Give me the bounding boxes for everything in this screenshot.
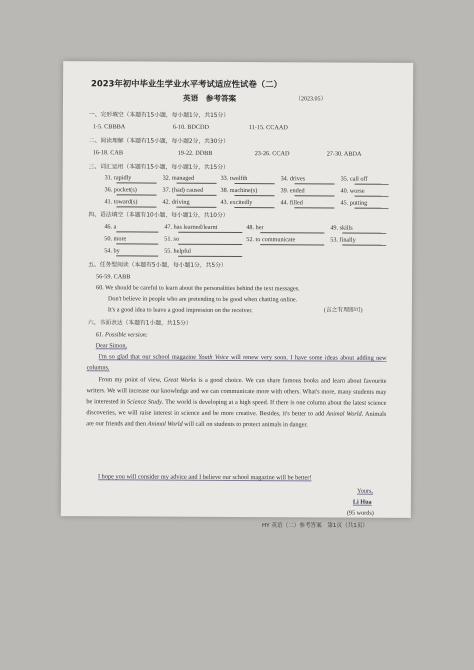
section3-answer: 37. (had) caused [162,186,204,194]
answer-underline [116,194,156,195]
section3-answer: 32. managed [162,174,195,182]
section1-heading: 一、完形填空（本题有15小题，每小题1分，共15分） [88,112,230,119]
section4-answer: 47. has learned/learnt [164,223,218,231]
section4-heading: 四、语法填空（本题有10小题，每小题1分，共10分） [88,212,229,219]
section5-heading: 五、任务型阅读（本题有5小题，每小题1分，共5分） [88,262,227,269]
answer-sheet [61,61,413,518]
column-name: Science Study [126,398,162,406]
answer-underline [354,208,388,209]
section5-answer: 56-59. CABB [96,273,131,281]
essay-text: is a good choice. We can share famous books and learn about favourite writers. We will increase our knowledge and we can communicate more with others. What's more, many students may be interested in [86,376,387,406]
answer-underline [178,256,242,257]
section4-answer: 51. so [164,235,180,243]
magazine-name: Youth Voice [198,353,229,361]
section4-answer: 49. skills [330,224,353,232]
answer-underline [116,255,158,256]
answer-underline [295,183,335,184]
section4-answer: 54. by [104,247,120,255]
answer-underline [342,245,386,246]
section2-answer: 19-22. DDBB [177,149,213,157]
answer-underline [178,232,242,233]
section3-heading: 三、词汇运用（本题有15小题，每小题1分，共15分） [88,164,229,171]
answer-underline [176,207,216,208]
section3-answer: 45. putting [340,199,368,207]
answer-underline [116,206,156,207]
answer-underline [117,182,157,183]
answer-underline [178,244,242,245]
section2-heading: 二、阅读理解（本题有15小题，每小题2分，共30分） [88,138,229,145]
answer-underline [354,196,388,197]
section3-answer: 38. machine(s) [220,186,258,195]
page-title: 2023年初中毕业生学业水平考试适应性试卷（二） [91,78,282,90]
section3-answer: 43. excitedly [220,198,253,207]
page-footer: HY 英语（二）参考答案 第1页（共1页） [262,523,369,529]
column-name: Animal World [326,410,362,418]
grading-note: (言之有理即可) [323,307,363,314]
essay-text: will call on students to protect animals in danger. [182,420,308,428]
answer-underline [294,195,334,196]
section4-answer: 48. her [246,224,264,232]
answer-underline [260,244,324,245]
section5-answer-line: Don't believe in people who are pretending to be good when chatting online. [107,295,298,304]
section3-answer: 40. worse [340,187,365,195]
page-subtitle: 英语 参考答案 [182,93,237,103]
section3-answer: 35. call off [340,175,368,183]
essay-paragraph-1 [87,352,387,375]
section4-answer: 46. a [104,223,117,231]
essay-text: . Animals are our friends and then [86,410,387,428]
answer-underline [342,233,386,234]
answer-underline [235,183,275,184]
answer-underline [176,195,216,196]
answer-underline [294,207,334,208]
answer-underline [116,231,158,232]
section2-answer: 23-26. CCAD [254,150,290,158]
column-name: Animal World [147,420,183,428]
section3-answer: 42. driving [162,198,190,206]
section3-answer: 36. pocket(s) [104,186,137,194]
section1-answer: 6-10. BDCDD [172,123,209,131]
essay-salutation: Dear Simon, [95,342,128,350]
answer-underline [234,207,274,208]
section3-answer: 41. toward(s) [104,198,138,206]
section3-answer: 34. drives [280,175,306,183]
word-count: (95 words) [346,509,374,517]
section6-heading: 六、书面表达（本题有1小题，共15分） [87,320,192,327]
section4-answer: 52. to communicate [246,236,296,244]
section2-answer: 16-18. CAB [92,149,123,157]
essay-item-label: 61. Possible version: [95,331,148,339]
answer-underline [234,195,274,196]
section3-answer: 31. rapidly [104,174,132,182]
section1-answer: 11-15. CCAAD [248,124,288,132]
essay-closing: Yours, [356,487,374,495]
section5-answer-line: It's a good idea to leave a good impression on the receiver. [107,306,253,315]
section4-answer: 53. finally [330,236,356,244]
section4-answer: 50. more [104,235,127,243]
answer-underline [116,243,158,244]
essay-paragraph-3: I hope you will consider my advice and I believe our school magazine will be better! [97,473,312,482]
section2-answer: 27-30. ABDA [326,150,362,158]
exam-date: （2023.05） [294,96,327,103]
section1-answer: 1-5. CBBBA [92,123,126,131]
essay-paragraph-2 [86,375,386,431]
section5-answer-line: 60. We should be careful to learn about the personalities behind the text messages. [95,284,300,293]
essay-text: will renew very soon. I have some ideas about adding new columns. [86,353,387,372]
section4-answer: 55. helpful [164,247,192,255]
answer-underline [355,184,389,185]
essay-text: . The world is developing at a high speed. If there is one column about the latest science discoveries, we will raise interest in science and be more creative. Besides, it's better to add [86,398,387,418]
essay-signature: Li Hua [352,498,372,506]
section3-answer: 33. twelfth [220,174,248,183]
answer-underline [260,232,324,233]
answer-underline [177,183,217,184]
column-name: Great Works [163,376,197,384]
section3-answer: 44. filled [280,199,303,207]
essay-text: From my point of view, [98,376,164,384]
essay-text: I'm so glad that our school magazine [98,353,199,361]
section3-answer: 39. ended [280,187,305,195]
